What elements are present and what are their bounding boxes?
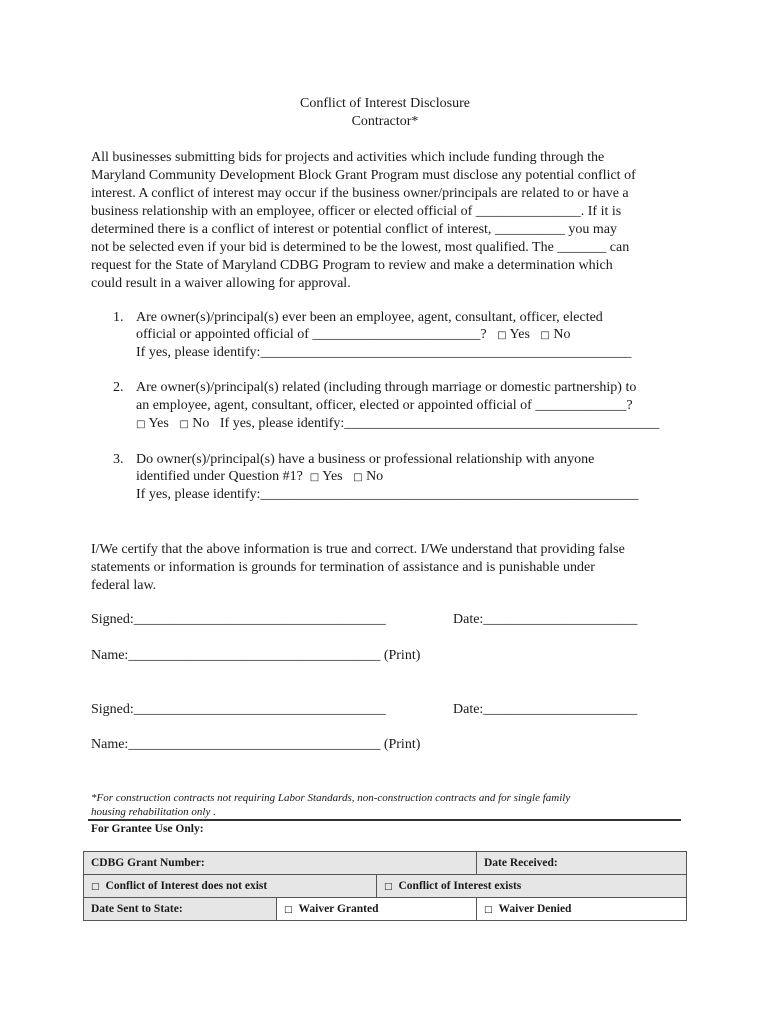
no-option-label: No <box>553 327 571 342</box>
question-3-identify-field[interactable]: If yes, please identify:______________________________________________________ <box>136 487 639 502</box>
page-title: Conflict of Interest Disclosure <box>300 96 470 111</box>
cdbg-grant-number-label: CDBG Grant Number: <box>91 857 205 869</box>
grantee-use-table <box>83 851 687 921</box>
name-print-field[interactable]: Name:____________________________________ (Print) <box>91 648 421 663</box>
table-row <box>84 852 687 875</box>
question-3-number: 3. <box>113 452 124 467</box>
date-field[interactable]: Date:______________________ <box>453 702 638 717</box>
question-3-text: identified under Question #1? <box>136 469 303 484</box>
checkbox-icon[interactable]: □ <box>136 419 146 430</box>
waiver-granted-label: Waiver Granted <box>298 903 379 915</box>
date-received-label: Date Received: <box>484 857 558 869</box>
question-1-text: official or appointed official of ________________________? <box>136 327 487 342</box>
conflict-exists-cell[interactable] <box>376 875 686 898</box>
cdbg-grant-number-cell[interactable] <box>84 852 477 875</box>
footnote-line: *For construction contracts not requiring Labor Standards, non-construction contracts and for single family <box>91 792 571 804</box>
intro-line: All businesses submitting bids for projects and activities which include funding through the <box>91 150 605 165</box>
question-2-line <box>136 416 659 432</box>
intro-line: could result in a waiver allowing for approval. <box>91 276 351 291</box>
yes-option-label: Yes <box>322 469 343 484</box>
checkbox-icon[interactable]: □ <box>383 882 393 892</box>
certification-paragraph <box>91 541 691 595</box>
no-conflict-label: Conflict of Interest does not exist <box>105 880 268 892</box>
question-1-line: Are owner(s)/principal(s) ever been an employee, agent, consultant, officer, elected <box>136 310 603 325</box>
no-option-label: No <box>192 416 210 431</box>
checkbox-icon[interactable]: □ <box>91 882 100 892</box>
waiver-granted-cell[interactable] <box>277 898 477 921</box>
certify-line: I/We certify that the above information is true and correct. I/We understand that providing false <box>91 542 625 557</box>
question-1-identify-field[interactable]: If yes, please identify:_____________________________________________________ <box>136 345 632 360</box>
intro-line: business relationship with an employee, officer or elected official of _______________. If it is <box>91 204 622 219</box>
certify-line: federal law. <box>91 578 157 593</box>
checkbox-icon[interactable]: □ <box>484 905 493 915</box>
grantee-heading: For Grantee Use Only: <box>91 823 204 835</box>
intro-line: request for the State of Maryland CDBG Program to review and make a determination which <box>91 258 613 273</box>
checkbox-icon[interactable]: □ <box>309 472 320 483</box>
checkbox-icon[interactable]: □ <box>353 472 363 483</box>
waiver-denied-label: Waiver Denied <box>498 903 572 915</box>
checkbox-icon[interactable]: □ <box>179 419 189 430</box>
signed-field[interactable]: Signed:____________________________________ <box>91 702 386 717</box>
divider <box>88 819 681 821</box>
conflict-exists-label: Conflict of Interest exists <box>398 880 522 892</box>
question-2-line: Are owner(s)/principal(s) related (including through marriage or domestic partnership) to <box>136 380 637 395</box>
checkbox-icon[interactable]: □ <box>497 330 507 341</box>
table-row <box>84 898 687 921</box>
table-row <box>84 875 687 898</box>
yes-option-label: Yes <box>509 327 530 342</box>
question-2-identify-field[interactable]: If yes, please identify:_____________________________________________ <box>219 416 660 431</box>
question-1-number: 1. <box>113 310 124 325</box>
checkbox-icon[interactable]: □ <box>540 330 550 341</box>
date-field[interactable]: Date:______________________ <box>453 612 638 627</box>
signed-field[interactable]: Signed:____________________________________ <box>91 612 386 627</box>
intro-line: determined there is a conflict of interest or potential conflict of interest, __________ you may <box>91 222 618 237</box>
date-sent-label: Date Sent to State: <box>91 903 183 915</box>
footnote <box>91 791 681 819</box>
question-2-line: an employee, agent, consultant, officer, elected or appointed official of _____________? <box>136 398 633 413</box>
date-sent-cell[interactable] <box>84 898 277 921</box>
footnote-line: housing rehabilitation only . <box>91 806 216 818</box>
intro-line: Maryland Community Development Block Grant Program must disclose any potential conflict of <box>91 168 636 183</box>
name-print-field[interactable]: Name:____________________________________ (Print) <box>91 737 421 752</box>
yes-option-label: Yes <box>148 416 169 431</box>
question-3-line <box>136 469 383 485</box>
date-received-cell[interactable] <box>477 852 687 875</box>
intro-line: interest. A conflict of interest may occur if the business owner/principals are related to or have a <box>91 186 629 201</box>
question-2-number: 2. <box>113 380 124 395</box>
intro-paragraph <box>91 149 691 293</box>
intro-line: not be selected even if your bid is determined to be the lowest, most qualified. The _______ can <box>91 240 630 255</box>
no-option-label: No <box>366 469 384 484</box>
question-3-line: Do owner(s)/principal(s) have a business or professional relationship with anyone <box>136 452 595 467</box>
checkbox-icon[interactable]: □ <box>284 905 293 915</box>
question-1-line <box>136 327 570 343</box>
no-conflict-cell[interactable] <box>84 875 377 898</box>
page-subtitle: Contractor* <box>351 114 419 129</box>
waiver-denied-cell[interactable] <box>477 898 687 921</box>
certify-line: statements or information is grounds for termination of assistance and is punishable under <box>91 560 595 575</box>
